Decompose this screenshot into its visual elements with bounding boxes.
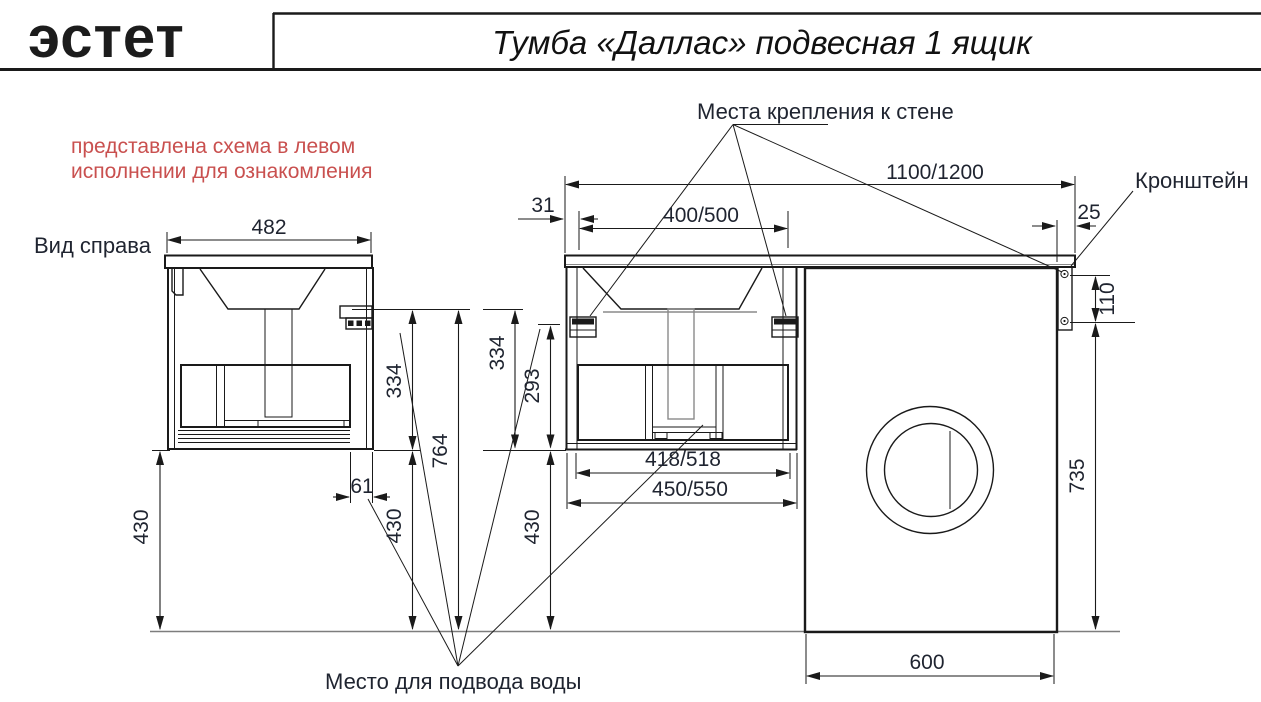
front-mount-bracket-right [772, 317, 798, 337]
dim-450: 450/550 [652, 478, 728, 501]
wall-bracket-right [1058, 267, 1072, 330]
dim-482: 482 [251, 216, 287, 239]
dim-430-left: 430 [130, 509, 153, 545]
title-block [0, 5, 1261, 70]
wall-mount-leader-right [733, 125, 1062, 273]
dim-430-mid: 430 [383, 508, 406, 544]
dim-110: 110 [1096, 282, 1119, 316]
dim-735: 735 [1066, 458, 1089, 494]
dim-334-front: 334 [486, 335, 509, 371]
dim-430-front: 430 [521, 509, 544, 545]
front-sink-bowl [583, 268, 762, 309]
page-title: Тумба «Даллас» подвесная 1 ящик [492, 24, 1032, 61]
note-red [71, 135, 372, 183]
side-bottom-slats [178, 431, 350, 443]
dim-1100: 1100/1200 [886, 161, 984, 184]
washer-door-outer [867, 407, 994, 534]
washing-machine [805, 268, 1057, 632]
side-view-label: Вид справа [34, 233, 151, 258]
brand-logo: эстет [28, 5, 185, 70]
wall-mount-label: Места крепления к стене [697, 99, 954, 124]
water-supply-label: Место для подвода воды [325, 669, 582, 694]
dim-764: 764 [429, 433, 452, 469]
dim-418: 418/518 [645, 448, 721, 471]
front-drawer-foot-left [655, 433, 667, 439]
side-drain-pipe [265, 309, 292, 417]
dim-600: 600 [909, 651, 945, 674]
dim-400: 400/500 [663, 204, 739, 227]
front-drawer-box [578, 365, 788, 440]
washer-body [805, 268, 1057, 632]
dim-293: 293 [521, 368, 544, 404]
dim-61: 61 [350, 475, 374, 498]
note-line-1: представлена схема в левом [71, 135, 356, 158]
side-view [34, 233, 373, 449]
front-view [565, 256, 1075, 451]
dimensions [130, 161, 1135, 684]
dim-25: 25 [1077, 201, 1101, 224]
side-sink-bowl [200, 269, 325, 309]
side-countertop [165, 256, 372, 269]
front-countertop [565, 256, 1075, 268]
callouts [325, 99, 1249, 694]
side-front-rail [172, 268, 183, 295]
wall-mount-leader-mid [733, 125, 786, 317]
side-cabinet-body [168, 268, 373, 449]
dim-31: 31 [531, 194, 555, 217]
washer-door-inner [885, 424, 978, 517]
note-line-2: исполнении для ознакомления [71, 160, 373, 183]
front-mount-bracket-left [570, 317, 596, 337]
bracket-label: Кронштейн [1135, 168, 1249, 193]
dim-334-side: 334 [383, 363, 406, 399]
